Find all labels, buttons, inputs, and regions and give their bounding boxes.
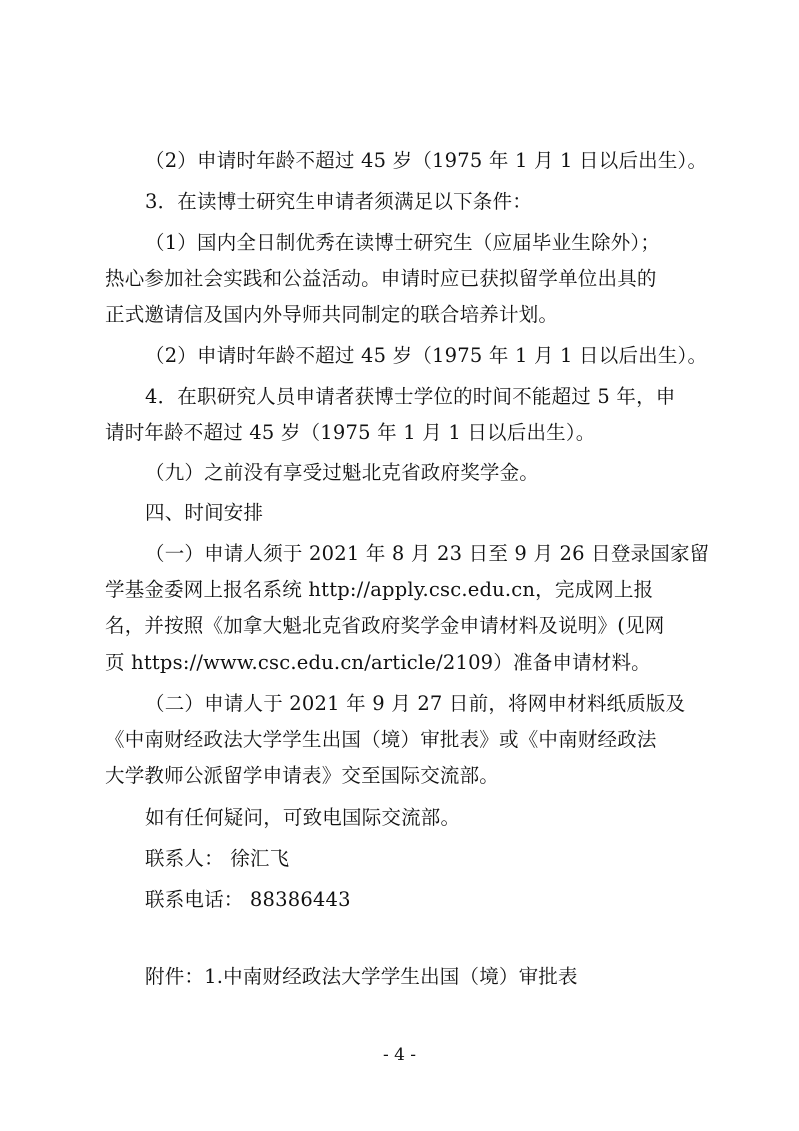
contact-note: 如有任何疑问，可致电国际交流部。 <box>145 806 461 829</box>
body-line-11: （一）申请人须于 2021 年 8 月 23 日至 9 月 26 日登录国家留 <box>145 542 710 565</box>
attachment-line: 附件：1.中南财经政法大学学生出国（境）审批表 <box>145 965 578 988</box>
body-line-14: 页 https://www.csc.edu.cn/article/2109）准备申请材料。 <box>105 651 651 674</box>
body-line-13: 名，并按照《加拿大魁北克省政府奖学金申请材料及说明》(见网 <box>105 614 665 637</box>
body-line-9: （九）之前没有享受过魁北克省政府奖学金。 <box>145 461 540 484</box>
body-line-1: （2）申请时年龄不超过 45 岁（1975 年 1 月 1 日以后出生）。 <box>145 149 708 172</box>
body-line-16: 《中南财经政法大学学生出国（境）审批表》或《中南财经政法 <box>105 728 657 751</box>
body-line-8: 请时年龄不超过 45 岁（1975 年 1 月 1 日以后出生）。 <box>105 421 596 444</box>
body-line-3: （1）国内全日制优秀在读博士研究生（应届毕业生除外）； <box>145 231 661 254</box>
page-number: - 4 - <box>382 1045 417 1065</box>
body-line-7: 4．在职研究人员申请者获博士学位的时间不能超过 5 年，申 <box>145 385 676 408</box>
body-line-17: 大学教师公派留学申请表》交至国际交流部。 <box>105 764 500 787</box>
body-line-4: 热心参加社会实践和公益活动。申请时应已获拟留学单位出具的 <box>105 267 657 290</box>
contact-person: 联系人： 徐汇飞 <box>145 847 290 870</box>
body-line-12: 学基金委网上报名系统 http://apply.csc.edu.cn，完成网上报 <box>105 578 654 601</box>
body-line-2: 3．在读博士研究生申请者须满足以下条件： <box>145 190 532 213</box>
section-heading-schedule: 四、时间安排 <box>145 501 264 524</box>
body-line-15: （二）申请人于 2021 年 9 月 27 日前，将网申材料纸质版及 <box>145 692 686 715</box>
body-line-6: （2）申请时年龄不超过 45 岁（1975 年 1 月 1 日以后出生）。 <box>145 344 708 367</box>
contact-phone: 联系电话： 88386443 <box>145 888 351 911</box>
body-line-5: 正式邀请信及国内外导师共同制定的联合培养计划。 <box>105 303 559 326</box>
